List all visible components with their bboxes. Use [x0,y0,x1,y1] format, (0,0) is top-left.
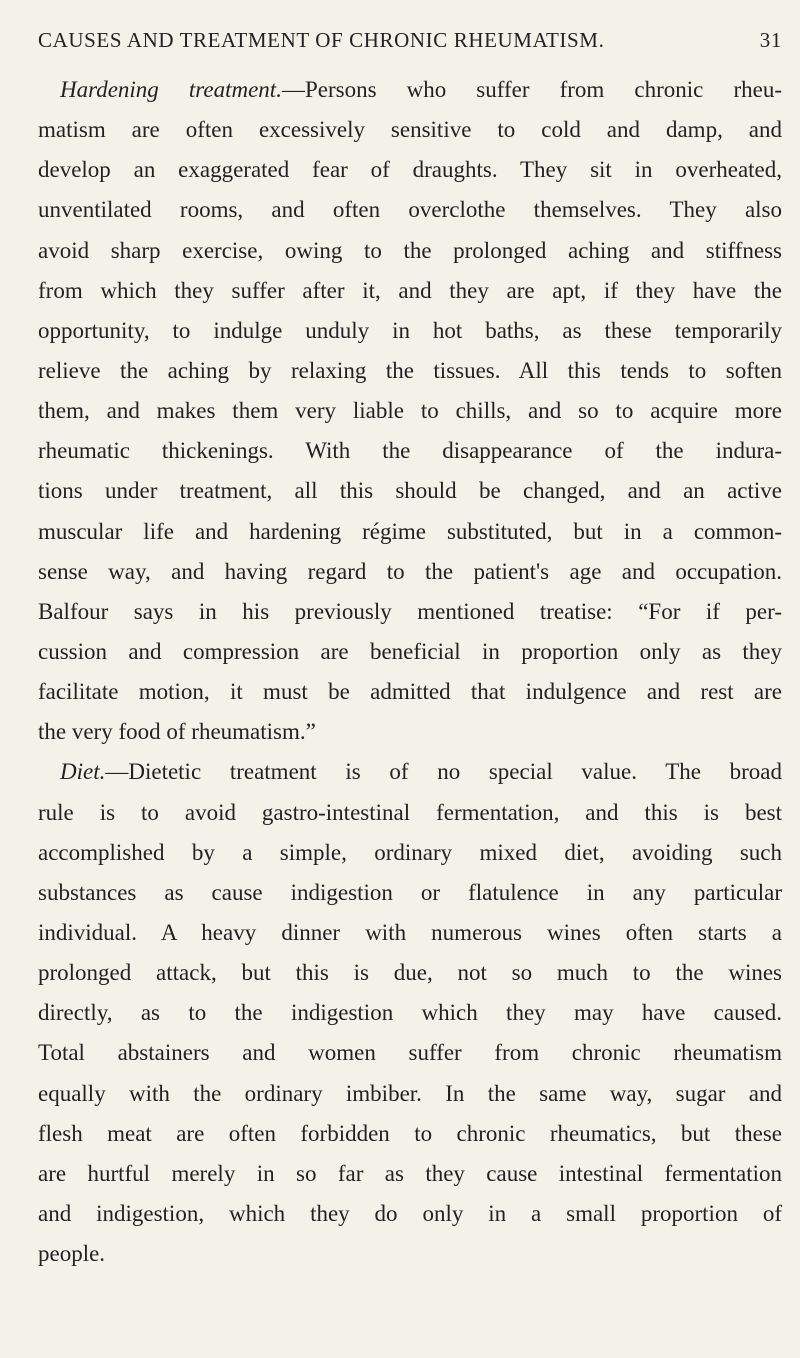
text-line: prolonged attack, but this is due, not so much to the wines [38,960,782,986]
text-line: and indigestion, which they do only in a small proportion of [38,1200,782,1226]
text-line: flesh meat are often forbidden to chronic rheumatics, but these [38,1120,782,1146]
body-text [38,70,782,1274]
running-head [38,28,782,58]
paragraph-heading: Diet. [60,759,106,785]
text-line: facilitate motion, it must be admitted that indulgence and rest are [38,679,782,705]
running-head-title: CAUSES AND TREATMENT OF CHRONIC RHEUMATISM. [38,28,605,52]
text-line: opportunity, to indulge unduly in hot baths, as these temporarily [38,317,782,343]
text-line: develop an exaggerated fear of draughts. They sit in overheated, [38,157,782,183]
text-line: Hardening treatment.—Persons who suffer from chronic rheu- [60,77,783,102]
text-line: Total abstainers and women suffer from chronic rheumatism [38,1040,782,1066]
text-line: sense way, and having regard to the patient's age and occupation. [38,558,782,584]
text-line: muscular life and hardening régime substituted, but in a common- [38,518,782,544]
page-number: 31 [759,28,782,52]
text-line: cussion and compression are beneficial in proportion only as they [38,638,782,664]
text-line: unventilated rooms, and often overclothe themselves. They also [38,197,782,223]
text-line: are hurtful merely in so far as they cause intestinal fermentation [38,1160,782,1186]
text-line: avoid sharp exercise, owing to the prolonged aching and stiffness [38,237,782,263]
text-line: rheumatic thickenings. With the disappearance of the indura- [38,438,782,464]
text-line: from which they suffer after it, and they are apt, if they have the [38,277,782,303]
text-line: Diet.—Dietetic treatment is of no special value. The broad [60,759,782,785]
text-line: rule is to avoid gastro-intestinal fermentation, and this is best [38,799,782,825]
text-line: the very food of rheumatism.” [38,719,316,745]
text-line: substances as cause indigestion or flatulence in any particular [38,879,782,905]
text-line: individual. A heavy dinner with numerous wines often starts a [38,919,782,945]
text-line: accomplished by a simple, ordinary mixed diet, avoiding such [38,839,782,865]
text-line: Balfour says in his previously mentioned treatise: “For if per- [38,598,782,624]
text-line: directly, as to the indigestion which they may have caused. [38,1000,782,1026]
text-line: people. [38,1241,106,1267]
text-line: them, and makes them very liable to chills, and so to acquire more [38,398,782,424]
text-line: relieve the aching by relaxing the tissues. All this tends to soften [38,357,782,383]
text-line: equally with the ordinary imbiber. In the same way, sugar and [38,1080,782,1106]
text-line: tions under treatment, all this should be changed, and an active [38,478,782,504]
text-line: matism are often excessively sensitive to cold and damp, and [38,117,782,143]
paragraph-heading: Hardening treatment. [60,77,282,102]
